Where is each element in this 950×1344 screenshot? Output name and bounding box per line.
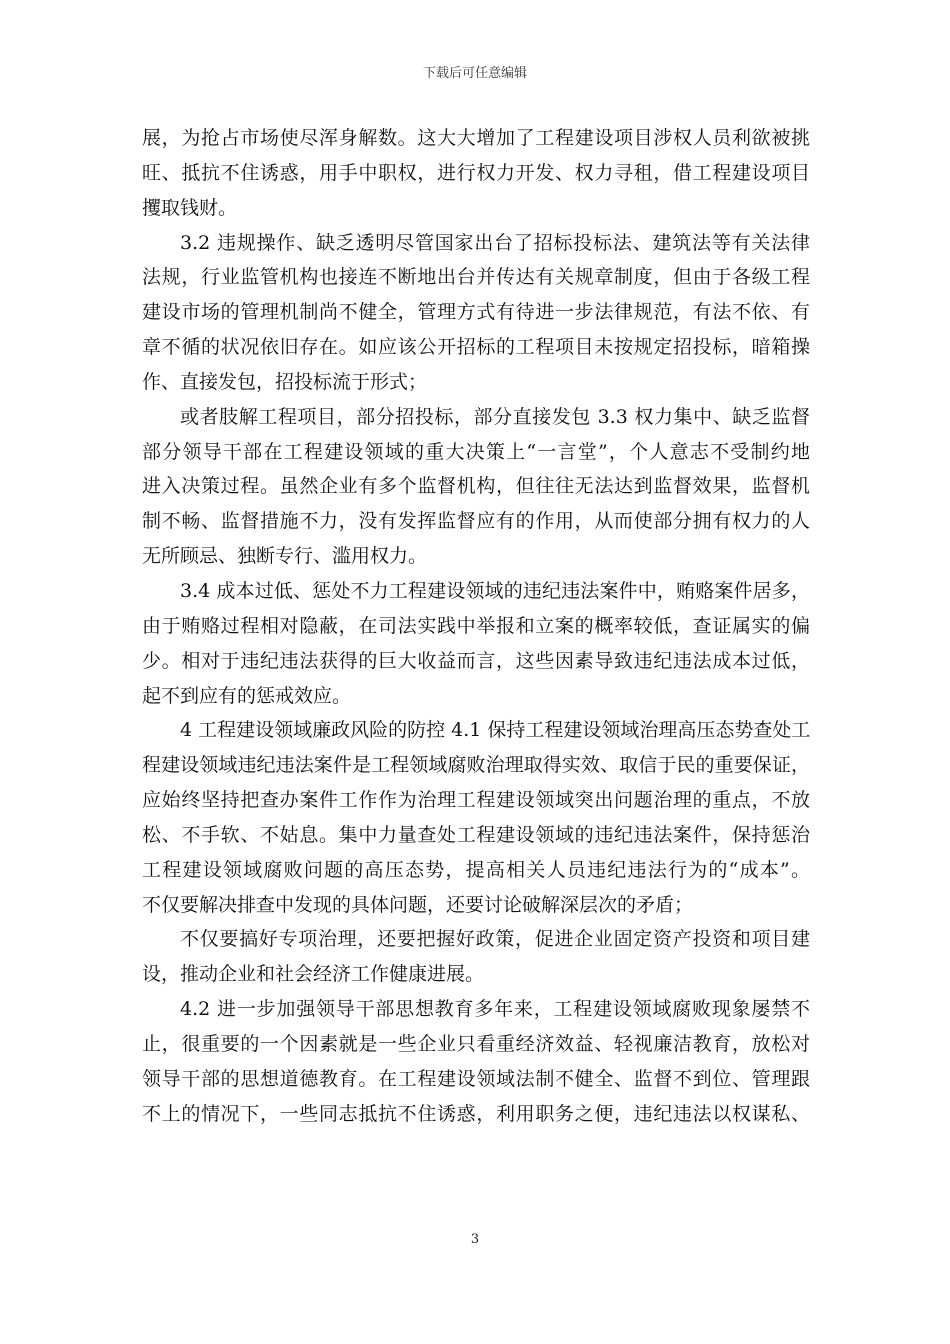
text-line: 不上的情况下，一些同志抵抗不住诱惑，利用职务之便，违纪违法以权谋私、 — [142, 1102, 810, 1125]
text-line: 程建设领域违纪违法案件是工程领域腐败治理取得实效、取信于民的重要保证， — [142, 754, 810, 777]
text-line: 作、直接发包，招投标流于形式； — [142, 370, 428, 393]
text-line: 建设市场的管理机制尚不健全，管理方式有待进一步法律规范，有法不依、有 — [142, 301, 810, 324]
text-line: 法规，行业监管机构也接连不断地出台并传达有关规章制度，但由于各级工程 — [142, 266, 810, 289]
text-line: 不仅要搞好专项治理，还要把握好政策，促进企业固定资产投资和项目建 — [180, 928, 810, 951]
text-line: 止，很重要的一个因素就是一些企业只看重经济效益、轻视廉洁教育，放松对 — [142, 1032, 810, 1055]
text-line: 部分领导干部在工程建设领域的重大决策上“一言堂”，个人意志不受制约地 — [142, 440, 810, 463]
text-line: 旺、抵抗不住诱惑，用手中职权，进行权力开发、权力寻租，借工程建设项目 — [142, 161, 810, 184]
paragraph — [142, 922, 810, 992]
text-line: 攫取钱财。 — [142, 196, 238, 219]
paragraph — [142, 226, 810, 400]
text-line: 章不循的状况依旧存在。如应该公开招标的工程项目未按规定招投标，暗箱操 — [142, 336, 810, 359]
text-line: 4.2 进一步加强领导干部思想教育多年来，工程建设领域腐败现象屡禁不 — [180, 998, 810, 1021]
text-line: 展，为抢占市场使尽浑身解数。这大大增加了工程建设项目涉权人员利欲被挑 — [142, 127, 810, 149]
text-line: 制不畅、监督措施不力，没有发挥监督应有的作用，从而使部分拥有权力的人 — [142, 510, 810, 533]
text-line: 由于贿赂过程相对隐蔽，在司法实践中举报和立案的概率较低，查证属实的偏 — [142, 614, 810, 637]
paragraph — [142, 121, 810, 226]
text-line: 进入决策过程。虽然企业有多个监督机构，但往往无法达到监督效果，监督机 — [142, 475, 810, 498]
page-number: 3 — [470, 1232, 480, 1247]
page-header: 下载后可任意编辑 — [422, 66, 527, 81]
text-line: 设，推动企业和社会经济工作健康进展。 — [142, 963, 485, 986]
text-line: 少。相对于违纪违法获得的巨大收益而言，这些因素导致违纪违法成本过低， — [142, 649, 810, 672]
text-line: 不仅要解决排查中发现的具体问题，还要讨论破解深层次的矛盾； — [142, 893, 694, 916]
paragraph — [142, 992, 810, 1131]
text-line: 松、不手软、不姑息。集中力量查处工程建设领域的违纪违法案件，保持惩治 — [142, 823, 810, 846]
paragraph — [142, 713, 810, 922]
text-line: 3.4 成本过低、惩处不力工程建设领域的违纪违法案件中，贿赂案件居多， — [180, 579, 810, 602]
text-line: 4 工程建设领域廉政风险的防控 4.1 保持工程建设领域治理高压态势查处工 — [180, 719, 810, 742]
text-line: 3.2 违规操作、缺乏透明尽管国家出台了招标投标法、建筑法等有关法律 — [180, 231, 810, 254]
text-line: 无所顾忌、独断专行、滥用权力。 — [142, 545, 428, 568]
text-line: 领导干部的思想道德教育。在工程建设领域法制不健全、监督不到位、管理跟 — [142, 1067, 810, 1090]
document-body — [142, 121, 810, 1131]
text-line: 应始终坚持把查办案件工作作为治理工程建设领域突出问题治理的重点，不放 — [142, 789, 810, 812]
text-line: 工程建设领域腐败问题的高压态势，提高相关人员违纪违法行为的“成本”。 — [142, 858, 810, 881]
text-line: 起不到应有的惩戒效应。 — [142, 684, 352, 707]
text-line: 或者肢解工程项目，部分招投标，部分直接发包 3.3 权力集中、缺乏监督 — [180, 405, 810, 428]
paragraph — [142, 574, 810, 713]
paragraph — [142, 400, 810, 574]
